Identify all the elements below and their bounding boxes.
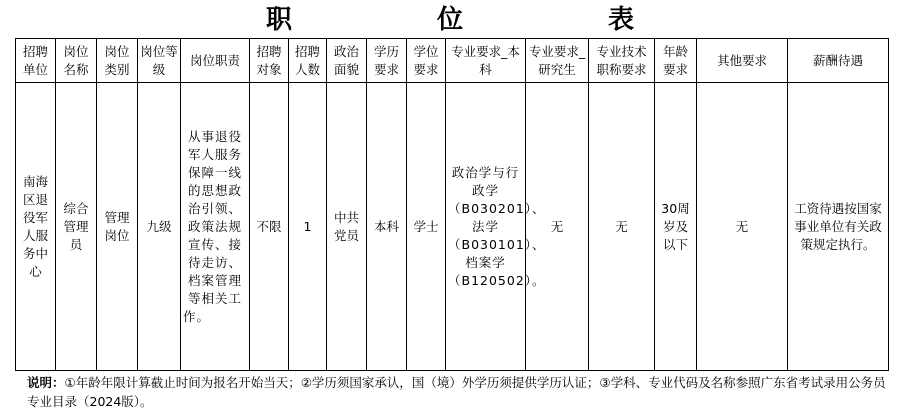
- cell-political: 中共党员: [327, 83, 367, 371]
- cell-age: 30周岁及以下: [655, 83, 697, 371]
- header-tech-title: 专业技术职称要求: [589, 39, 655, 83]
- footnote: [27, 373, 887, 411]
- position-table: [15, 38, 889, 371]
- header-name: 岗位名称: [56, 39, 97, 83]
- header-target: 招聘对象: [250, 39, 289, 83]
- cell-target: 不限: [250, 83, 289, 371]
- cell-major-bachelor: 政治学与行政学（B030201）、法学（B030101）、档案学（B120502）。: [446, 83, 526, 371]
- header-duty: 岗位职责: [181, 39, 250, 83]
- header-major-bachelor: 专业要求_本科: [446, 39, 526, 83]
- header-major-graduate: 专业要求_研究生: [526, 39, 589, 83]
- header-salary: 薪酬待遇: [788, 39, 889, 83]
- header-unit: 招聘单位: [16, 39, 56, 83]
- footnote-text: ①年龄年限计算截止时间为报名开始当天；②学历须国家承认，国（境）外学历须提供学历认证；③学科、专业代码及名称参照广东省考试录用公务员专业目录（2024版）。: [27, 375, 886, 409]
- cell-tech-title: 无: [589, 83, 655, 371]
- header-degree: 学位要求: [407, 39, 446, 83]
- header-count: 招聘人数: [289, 39, 327, 83]
- cell-salary: 工资待遇按国家事业单位有关政策规定执行。: [788, 83, 889, 371]
- header-grade: 岗位等级: [138, 39, 181, 83]
- header-education: 学历要求: [367, 39, 407, 83]
- cell-category: 管理岗位: [97, 83, 138, 371]
- cell-major-graduate: 无: [526, 83, 589, 371]
- cell-other: 无: [697, 83, 788, 371]
- table-header-row: [16, 39, 889, 83]
- page-title: 职 位 表: [265, 5, 703, 35]
- cell-duty: 从事退役军人服务保障一线的思想政治引领、政策法规宣传、接待走访、档案管理等相关工作。: [181, 83, 250, 371]
- cell-degree: 学士: [407, 83, 446, 371]
- footnote-label: 说明：: [27, 375, 65, 390]
- header-category: 岗位类别: [97, 39, 138, 83]
- cell-name: 综合管理员: [56, 83, 97, 371]
- header-other: 其他要求: [697, 39, 788, 83]
- cell-education: 本科: [367, 83, 407, 371]
- table-row: [16, 83, 889, 371]
- cell-grade: 九级: [138, 83, 181, 371]
- cell-unit: 南海区退役军人服务中心: [16, 83, 56, 371]
- header-age: 年龄要求: [655, 39, 697, 83]
- cell-count: 1: [289, 83, 327, 371]
- header-political: 政治面貌: [327, 39, 367, 83]
